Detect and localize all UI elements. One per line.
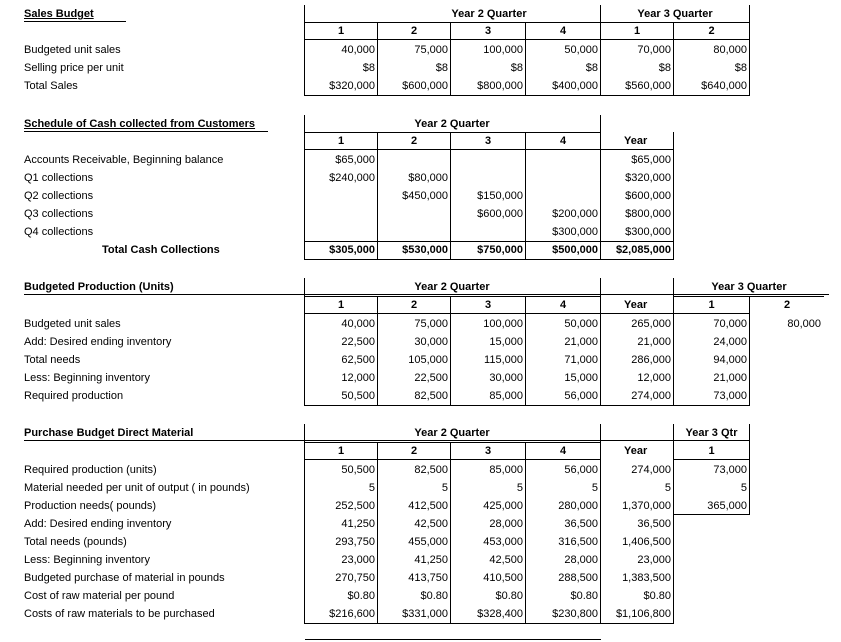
row-label: Cost of raw material per pound [24, 590, 175, 602]
purchase-year2-header: Year 2 Quarter [414, 427, 490, 439]
production-col-header: 1 [708, 299, 715, 311]
production-col-header: 1 [337, 299, 345, 311]
row-label: Add: Desired ending inventory [24, 336, 172, 348]
cell: 40,000 [341, 44, 375, 56]
cell: 21,000 [637, 336, 671, 348]
cell: $600,000 [625, 190, 671, 202]
cell: $0.80 [495, 590, 523, 602]
cell: 56,000 [564, 390, 598, 402]
cell: $65,000 [631, 154, 671, 166]
cell: 50,500 [341, 464, 375, 476]
cell: $320,000 [329, 80, 375, 92]
cell: $216,600 [329, 608, 375, 620]
cell: 28,000 [564, 554, 598, 566]
cell: 280,000 [558, 500, 598, 512]
row-label: Required production [24, 390, 124, 402]
purchase-col-header: 1 [337, 445, 345, 457]
purchase-year3-header: Year 3 Qtr [685, 427, 738, 439]
cell: 75,000 [414, 44, 448, 56]
cell: 5 [740, 482, 747, 494]
sales-col-header: 1 [337, 25, 345, 37]
cell: 56,000 [564, 464, 598, 476]
cell: 94,000 [713, 354, 747, 366]
row-label: Accounts Receivable, Beginning balance [24, 154, 224, 166]
cell: $328,400 [477, 608, 523, 620]
row-label: Q1 collections [24, 172, 94, 184]
cell: 5 [664, 482, 671, 494]
cash-year2-header: Year 2 Quarter [414, 118, 490, 130]
cell: 5 [368, 482, 375, 494]
purchase-col-header: Year [624, 445, 648, 457]
purchase-col-header: 3 [484, 445, 492, 457]
cell: 41,250 [414, 554, 448, 566]
budgeted-production-title: Budgeted Production (Units) [24, 281, 174, 293]
row-label: Total needs [24, 354, 81, 366]
cell: $8 [510, 62, 523, 74]
cell: 70,000 [713, 318, 747, 330]
cell: 288,500 [558, 572, 598, 584]
cell: 36,500 [637, 518, 671, 530]
cell: $640,000 [701, 80, 747, 92]
cell: $450,000 [402, 190, 448, 202]
row-label: Production needs( pounds) [24, 500, 157, 512]
cell: 22,500 [341, 336, 375, 348]
cash-col-header: 2 [410, 135, 418, 147]
cell: $600,000 [402, 80, 448, 92]
cell: 5 [516, 482, 523, 494]
sales-col-header: 1 [633, 25, 641, 37]
row-label: Selling price per unit [24, 62, 124, 74]
cell: $331,000 [402, 608, 448, 620]
production-col-header: Year [624, 299, 648, 311]
cell: 1,383,500 [622, 572, 671, 584]
cell: 80,000 [713, 44, 747, 56]
cell: 410,500 [483, 572, 523, 584]
cell: 80,000 [787, 318, 821, 330]
production-col-header: 2 [783, 299, 791, 311]
cell: 36,500 [564, 518, 598, 530]
total-cash-collections-label: Total Cash Collections [102, 244, 220, 256]
sales-year2-header: Year 2 Quarter [451, 8, 527, 20]
cell: $240,000 [329, 172, 375, 184]
cell: 1,406,500 [622, 536, 671, 548]
production-col-header: 2 [410, 299, 418, 311]
row-label: Required production (units) [24, 464, 157, 476]
row-label: Q2 collections [24, 190, 94, 202]
cell: 293,750 [335, 536, 375, 548]
cell: 115,000 [484, 354, 523, 366]
cell: 15,000 [489, 336, 523, 348]
cell: 50,000 [564, 44, 598, 56]
row-label: Q4 collections [24, 226, 94, 238]
cell: 365,000 [707, 500, 747, 512]
cell: 100,000 [483, 44, 523, 56]
cell: 62,500 [341, 354, 375, 366]
cell: 42,500 [489, 554, 523, 566]
cell: 42,500 [414, 518, 448, 530]
cell: $300,000 [625, 226, 671, 238]
sales-col-header: 2 [708, 25, 715, 37]
cell: 73,000 [713, 464, 747, 476]
cell: 82,500 [414, 464, 448, 476]
cell: $300,000 [552, 226, 598, 238]
cell: 412,500 [408, 500, 448, 512]
cell: 265,000 [631, 318, 671, 330]
cell: 252,500 [335, 500, 375, 512]
cell: 15,000 [564, 372, 598, 384]
cell: $8 [435, 62, 448, 74]
purchase-budget-title: Purchase Budget Direct Material [24, 427, 194, 439]
production-year3-header: Year 3 Quarter [711, 281, 787, 293]
production-col-header: 4 [559, 299, 567, 311]
cash-col-header: Year [624, 135, 648, 147]
cell: 30,000 [414, 336, 448, 348]
cell: 12,000 [637, 372, 671, 384]
cell: 1,370,000 [622, 500, 671, 512]
cell: $560,000 [625, 80, 671, 92]
cell: 40,000 [341, 318, 375, 330]
total-cell: $750,000 [477, 244, 523, 256]
row-label: Budgeted purchase of material in pounds [24, 572, 225, 584]
row-label: Less: Beginning inventory [24, 372, 150, 384]
cell: $150,000 [477, 190, 523, 202]
purchase-col-header: 4 [559, 445, 567, 457]
cell: $8 [585, 62, 598, 74]
row-label: Less: Beginning inventory [24, 554, 150, 566]
cell: 316,500 [558, 536, 598, 548]
cash-col-header: 3 [484, 135, 492, 147]
cell: 5 [441, 482, 448, 494]
cell: 23,000 [341, 554, 375, 566]
cell: 85,000 [489, 464, 523, 476]
cell: 41,250 [341, 518, 375, 530]
cell: $0.80 [420, 590, 448, 602]
cell: 21,000 [564, 336, 598, 348]
total-cell: $530,000 [402, 244, 448, 256]
cell: 28,000 [489, 518, 523, 530]
sales-year3-header: Year 3 Quarter [637, 8, 713, 20]
cell: 70,000 [637, 44, 671, 56]
cell: 73,000 [713, 390, 747, 402]
purchase-col-header: 1 [708, 445, 715, 457]
row-label: Q3 collections [24, 208, 94, 220]
sales-col-header: 3 [484, 25, 492, 37]
cell: 24,000 [713, 336, 747, 348]
cell: $800,000 [625, 208, 671, 220]
total-cell: $305,000 [329, 244, 375, 256]
production-year2-header: Year 2 Quarter [414, 281, 490, 293]
row-label: Total Sales [24, 80, 78, 92]
row-label: Budgeted unit sales [24, 318, 121, 330]
sales-budget-title: Sales Budget [24, 8, 94, 20]
cell: $8 [362, 62, 375, 74]
cell: 270,750 [335, 572, 375, 584]
cell: $80,000 [408, 172, 448, 184]
row-label: Budgeted unit sales [24, 44, 121, 56]
cell: $0.80 [643, 590, 671, 602]
cell: $0.80 [570, 590, 598, 602]
cash-col-header: 4 [559, 135, 567, 147]
cell: $230,800 [552, 608, 598, 620]
cell: 75,000 [414, 318, 448, 330]
cell: 286,000 [631, 354, 671, 366]
row-label: Total needs (pounds) [24, 536, 127, 548]
cell: $600,000 [477, 208, 523, 220]
cell: 105,000 [408, 354, 448, 366]
sales-col-header: 4 [559, 25, 567, 37]
cell: $8 [658, 62, 671, 74]
cell: 21,000 [713, 372, 747, 384]
cell: 274,000 [631, 390, 671, 402]
cell: 100,000 [483, 318, 523, 330]
cell: $1,106,800 [615, 608, 671, 620]
cell: 455,000 [408, 536, 448, 548]
row-label: Add: Desired ending inventory [24, 518, 172, 530]
row-label: Costs of raw materials to be purchased [24, 608, 215, 620]
cell: 453,000 [483, 536, 523, 548]
cell: 12,000 [341, 372, 375, 384]
cell: 50,500 [341, 390, 375, 402]
cell: $0.80 [347, 590, 375, 602]
total-cell: $500,000 [552, 244, 598, 256]
cell: 50,000 [564, 318, 598, 330]
cell: 71,000 [564, 354, 598, 366]
cell: 413,750 [408, 572, 448, 584]
cell: $65,000 [335, 154, 375, 166]
cell: 30,000 [489, 372, 523, 384]
cell: 85,000 [489, 390, 523, 402]
total-cell: $2,085,000 [615, 244, 671, 256]
sales-col-header: 2 [410, 25, 418, 37]
row-label: Material needed per unit of output ( in pounds) [24, 482, 250, 494]
cell: 274,000 [631, 464, 671, 476]
cell: 22,500 [414, 372, 448, 384]
cash-col-header: 1 [337, 135, 345, 147]
cell: 82,500 [414, 390, 448, 402]
cell: $200,000 [552, 208, 598, 220]
cell: 5 [591, 482, 598, 494]
cell: $8 [734, 62, 747, 74]
cell: 425,000 [483, 500, 523, 512]
cell: $800,000 [477, 80, 523, 92]
cell: 23,000 [637, 554, 671, 566]
cell: $400,000 [552, 80, 598, 92]
production-col-header: 3 [484, 299, 492, 311]
purchase-col-header: 2 [410, 445, 418, 457]
cell: $320,000 [625, 172, 671, 184]
cash-collections-title: Schedule of Cash collected from Customers [24, 118, 256, 130]
